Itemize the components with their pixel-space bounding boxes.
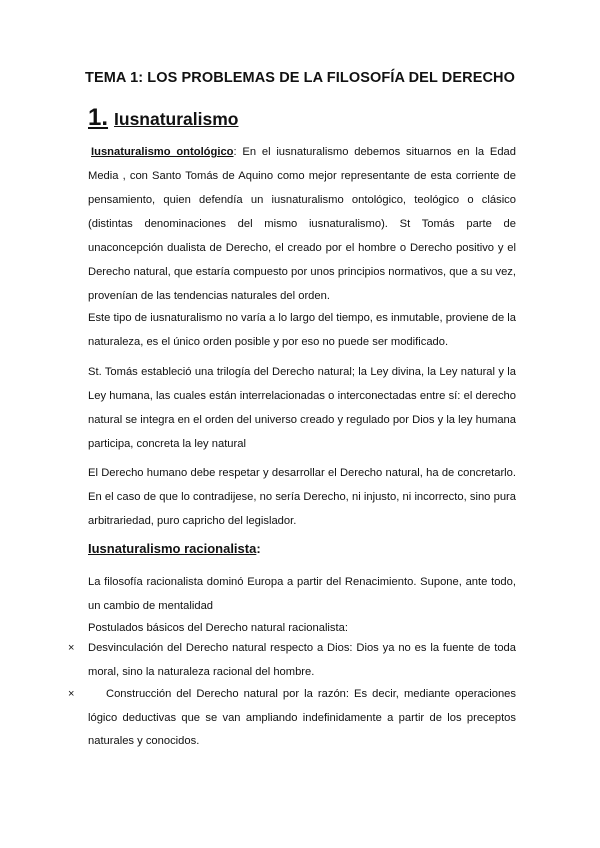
paragraph-trilogia: St. Tomás estableció una trilogía del Derecho natural; la Ley divina, la Ley natural y la Ley humana, las cuales están interrelacionadas o interconectadas entre sí: el derecho natural se integra en el orden del universo creado y regulado por Dios y la ley humana participa, concreta la ley natural xyxy=(88,366,516,450)
section-title: Iusnaturalismo xyxy=(114,109,239,129)
list-item: Desvinculación del Derecho natural respecto a Dios: Dios ya no es la fuente de toda moral, sino la naturaleza racional del hombre. xyxy=(88,642,516,678)
bullet-x-icon: × xyxy=(68,642,75,654)
subheading-racionalista xyxy=(88,541,261,556)
section-heading xyxy=(88,104,239,132)
paragraph-inmutable: Este tipo de iusnaturalismo no varía a lo largo del tiempo, es inmutable, proviene de la naturaleza, es el único orden posible y por eso no puede ser modificado. xyxy=(88,312,516,348)
bullet-x-icon: × xyxy=(68,688,75,700)
paragraph-text: En el iusnaturalismo debemos situarnos en la Edad Media , con Santo Tomás de Aquino como mejor representante de esta corriente de pensamiento, quien defendía un iusnaturalismo ontológico, teológico o clásico (distintas denominaciones del mismo iusnaturalismo). St Tomás parte de unaconcepción dualista de Derecho, el creado por el hombre o Derecho positivo y el Derecho natural, que estaría compuesto por unos principios normativos, que a su vez, provenían de las tendencias naturales del orden. xyxy=(88,146,516,302)
section-number: 1. xyxy=(88,104,109,131)
paragraph-renacimiento: La filosofía racionalista dominó Europa a partir del Renacimiento. Supone, ante todo, un cambio de mentalidad xyxy=(88,576,516,612)
subheading-ontologico: Iusnaturalismo ontológico xyxy=(91,146,234,158)
list-item: Construcción del Derecho natural por la razón: Es decir, mediante operaciones lógico deductivas que se van ampliando indefinidamente a partir de los preceptos naturales y conocidos. xyxy=(88,688,516,747)
subheading-colon: : xyxy=(233,146,237,158)
document-title: TEMA 1: LOS PROBLEMAS DE LA FILOSOFÍA DEL DERECHO xyxy=(85,70,515,86)
paragraph-ontologico xyxy=(88,140,516,308)
subheading-racionalista-text: Iusnaturalismo racionalista xyxy=(88,541,257,556)
paragraph-derecho-humano: El Derecho humano debe respetar y desarrollar el Derecho natural, ha de concretarlo. En el caso de que lo contradijese, no sería Derecho, ni injusto, ni incorrecto, sino pura arbitrariedad, puro capricho del legislador. xyxy=(88,467,516,527)
postulados-label: Postulados básicos del Derecho natural racionalista: xyxy=(88,622,348,634)
subheading-racionalista-colon: : xyxy=(256,541,261,556)
